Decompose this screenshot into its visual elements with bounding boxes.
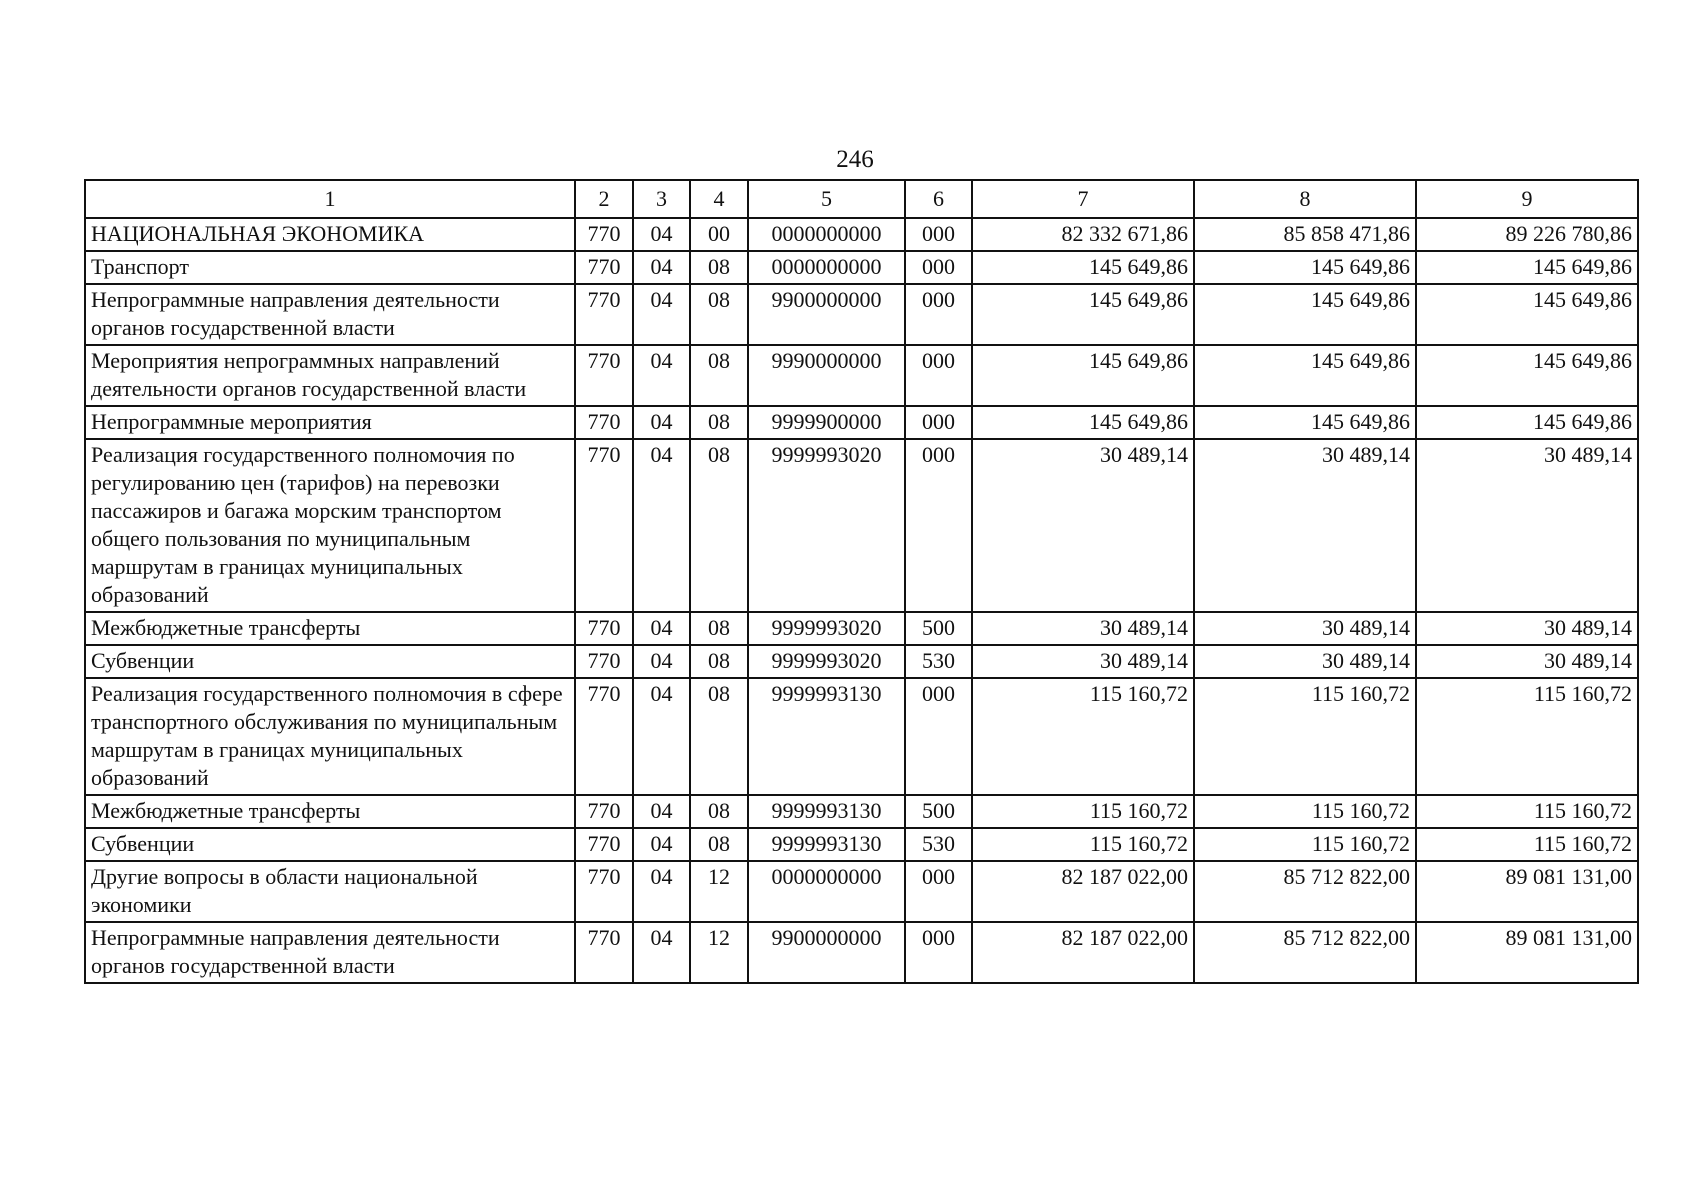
cell-code-4: 08 bbox=[690, 345, 748, 406]
cell-code-2: 770 bbox=[575, 612, 633, 645]
cell-amount-9: 30 489,14 bbox=[1416, 439, 1638, 612]
table-row bbox=[85, 861, 1638, 922]
cell-amount-8: 115 160,72 bbox=[1194, 828, 1416, 861]
cell-code-3: 04 bbox=[633, 345, 690, 406]
cell-amount-9: 115 160,72 bbox=[1416, 678, 1638, 795]
cell-amount-8: 85 858 471,86 bbox=[1194, 218, 1416, 251]
cell-code-5: 0000000000 bbox=[748, 861, 905, 922]
table-row bbox=[85, 345, 1638, 406]
header-row bbox=[85, 180, 1638, 218]
table-row bbox=[85, 284, 1638, 345]
cell-code-5: 9999993130 bbox=[748, 678, 905, 795]
table-row bbox=[85, 795, 1638, 828]
cell-amount-7: 145 649,86 bbox=[972, 251, 1194, 284]
cell-amount-7: 82 332 671,86 bbox=[972, 218, 1194, 251]
cell-code-2: 770 bbox=[575, 439, 633, 612]
column-header: 3 bbox=[633, 180, 690, 218]
cell-amount-8: 145 649,86 bbox=[1194, 345, 1416, 406]
cell-code-3: 04 bbox=[633, 861, 690, 922]
cell-code-3: 04 bbox=[633, 645, 690, 678]
cell-code-3: 04 bbox=[633, 828, 690, 861]
cell-code-2: 770 bbox=[575, 406, 633, 439]
cell-code-3: 04 bbox=[633, 922, 690, 983]
cell-code-5: 9999993130 bbox=[748, 795, 905, 828]
cell-amount-9: 30 489,14 bbox=[1416, 645, 1638, 678]
cell-amount-9: 89 226 780,86 bbox=[1416, 218, 1638, 251]
cell-code-4: 08 bbox=[690, 678, 748, 795]
column-header: 4 bbox=[690, 180, 748, 218]
cell-amount-7: 145 649,86 bbox=[972, 345, 1194, 406]
cell-code-6: 000 bbox=[905, 922, 972, 983]
cell-code-5: 9900000000 bbox=[748, 922, 905, 983]
cell-code-5: 0000000000 bbox=[748, 218, 905, 251]
cell-code-5: 9900000000 bbox=[748, 284, 905, 345]
cell-code-4: 12 bbox=[690, 922, 748, 983]
row-name: Межбюджетные трансферты bbox=[85, 612, 575, 645]
cell-code-4: 08 bbox=[690, 828, 748, 861]
cell-code-2: 770 bbox=[575, 828, 633, 861]
cell-amount-9: 30 489,14 bbox=[1416, 612, 1638, 645]
cell-code-3: 04 bbox=[633, 251, 690, 284]
cell-code-6: 000 bbox=[905, 406, 972, 439]
cell-code-6: 530 bbox=[905, 828, 972, 861]
table-row bbox=[85, 439, 1638, 612]
cell-amount-7: 30 489,14 bbox=[972, 439, 1194, 612]
budget-table bbox=[84, 179, 1639, 984]
cell-code-3: 04 bbox=[633, 439, 690, 612]
cell-amount-7: 115 160,72 bbox=[972, 678, 1194, 795]
cell-code-6: 530 bbox=[905, 645, 972, 678]
cell-code-3: 04 bbox=[633, 795, 690, 828]
cell-amount-8: 115 160,72 bbox=[1194, 678, 1416, 795]
cell-amount-9: 89 081 131,00 bbox=[1416, 861, 1638, 922]
cell-code-4: 08 bbox=[690, 795, 748, 828]
cell-code-2: 770 bbox=[575, 678, 633, 795]
column-header: 2 bbox=[575, 180, 633, 218]
row-name: НАЦИОНАЛЬНАЯ ЭКОНОМИКА bbox=[85, 218, 575, 251]
table-row bbox=[85, 922, 1638, 983]
column-header: 8 bbox=[1194, 180, 1416, 218]
cell-code-3: 04 bbox=[633, 678, 690, 795]
cell-amount-7: 145 649,86 bbox=[972, 284, 1194, 345]
cell-amount-7: 30 489,14 bbox=[972, 612, 1194, 645]
cell-code-5: 9999993130 bbox=[748, 828, 905, 861]
cell-amount-8: 145 649,86 bbox=[1194, 406, 1416, 439]
cell-code-5: 9999993020 bbox=[748, 645, 905, 678]
table-row bbox=[85, 645, 1638, 678]
cell-code-3: 04 bbox=[633, 612, 690, 645]
cell-code-4: 08 bbox=[690, 251, 748, 284]
cell-amount-9: 145 649,86 bbox=[1416, 345, 1638, 406]
row-name: Субвенции bbox=[85, 645, 575, 678]
table-row bbox=[85, 828, 1638, 861]
row-name: Транспорт bbox=[85, 251, 575, 284]
column-header: 5 bbox=[748, 180, 905, 218]
column-header: 6 bbox=[905, 180, 972, 218]
cell-code-4: 12 bbox=[690, 861, 748, 922]
cell-code-2: 770 bbox=[575, 251, 633, 284]
cell-code-6: 000 bbox=[905, 345, 972, 406]
cell-code-5: 9990000000 bbox=[748, 345, 905, 406]
cell-code-6: 500 bbox=[905, 795, 972, 828]
column-header: 1 bbox=[85, 180, 575, 218]
cell-code-3: 04 bbox=[633, 218, 690, 251]
cell-amount-8: 145 649,86 bbox=[1194, 284, 1416, 345]
cell-code-6: 000 bbox=[905, 439, 972, 612]
row-name: Межбюджетные трансферты bbox=[85, 795, 575, 828]
table-row bbox=[85, 612, 1638, 645]
row-name: Непрограммные направления деятельности органов государственной власти bbox=[85, 922, 575, 983]
cell-code-4: 08 bbox=[690, 284, 748, 345]
cell-code-5: 0000000000 bbox=[748, 251, 905, 284]
cell-amount-9: 115 160,72 bbox=[1416, 828, 1638, 861]
cell-code-2: 770 bbox=[575, 284, 633, 345]
cell-code-2: 770 bbox=[575, 645, 633, 678]
cell-code-6: 000 bbox=[905, 251, 972, 284]
cell-code-6: 000 bbox=[905, 218, 972, 251]
cell-amount-8: 30 489,14 bbox=[1194, 645, 1416, 678]
cell-code-6: 000 bbox=[905, 678, 972, 795]
cell-code-6: 000 bbox=[905, 861, 972, 922]
cell-amount-9: 89 081 131,00 bbox=[1416, 922, 1638, 983]
table-row bbox=[85, 218, 1638, 251]
cell-code-2: 770 bbox=[575, 345, 633, 406]
row-name: Непрограммные мероприятия bbox=[85, 406, 575, 439]
row-name: Другие вопросы в области национальной экономики bbox=[85, 861, 575, 922]
row-name: Непрограммные направления деятельности органов государственной власти bbox=[85, 284, 575, 345]
table-row bbox=[85, 251, 1638, 284]
cell-code-6: 000 bbox=[905, 284, 972, 345]
column-header: 9 bbox=[1416, 180, 1638, 218]
cell-code-4: 08 bbox=[690, 612, 748, 645]
cell-amount-9: 145 649,86 bbox=[1416, 251, 1638, 284]
cell-code-2: 770 bbox=[575, 861, 633, 922]
cell-code-5: 9999900000 bbox=[748, 406, 905, 439]
cell-code-5: 9999993020 bbox=[748, 612, 905, 645]
column-header: 7 bbox=[972, 180, 1194, 218]
cell-amount-7: 82 187 022,00 bbox=[972, 922, 1194, 983]
cell-code-3: 04 bbox=[633, 406, 690, 439]
cell-amount-8: 30 489,14 bbox=[1194, 612, 1416, 645]
cell-amount-9: 115 160,72 bbox=[1416, 795, 1638, 828]
cell-code-6: 500 bbox=[905, 612, 972, 645]
cell-amount-9: 145 649,86 bbox=[1416, 406, 1638, 439]
row-name: Реализация государственного полномочия в сфере транспортного обслуживания по муниципальным маршрутам в границах муниципальных образований bbox=[85, 678, 575, 795]
cell-code-3: 04 bbox=[633, 284, 690, 345]
cell-amount-9: 145 649,86 bbox=[1416, 284, 1638, 345]
cell-code-2: 770 bbox=[575, 922, 633, 983]
cell-amount-8: 115 160,72 bbox=[1194, 795, 1416, 828]
cell-code-2: 770 bbox=[575, 795, 633, 828]
cell-amount-8: 85 712 822,00 bbox=[1194, 922, 1416, 983]
cell-amount-7: 30 489,14 bbox=[972, 645, 1194, 678]
row-name: Реализация государственного полномочия по регулированию цен (тарифов) на перевозки пассажиров и багажа морским транспортом общего пользования по муниципальным маршрутам в границах муниципальных образований bbox=[85, 439, 575, 612]
cell-code-4: 08 bbox=[690, 645, 748, 678]
cell-code-4: 08 bbox=[690, 439, 748, 612]
cell-code-5: 9999993020 bbox=[748, 439, 905, 612]
cell-amount-7: 115 160,72 bbox=[972, 828, 1194, 861]
cell-amount-7: 82 187 022,00 bbox=[972, 861, 1194, 922]
cell-code-4: 00 bbox=[690, 218, 748, 251]
cell-code-4: 08 bbox=[690, 406, 748, 439]
table-row bbox=[85, 406, 1638, 439]
table-row bbox=[85, 678, 1638, 795]
cell-amount-7: 115 160,72 bbox=[972, 795, 1194, 828]
cell-code-2: 770 bbox=[575, 218, 633, 251]
row-name: Субвенции bbox=[85, 828, 575, 861]
cell-amount-8: 85 712 822,00 bbox=[1194, 861, 1416, 922]
row-name: Мероприятия непрограммных направлений деятельности органов государственной власти bbox=[85, 345, 575, 406]
cell-amount-8: 145 649,86 bbox=[1194, 251, 1416, 284]
page-number: 246 bbox=[836, 146, 874, 173]
cell-amount-8: 30 489,14 bbox=[1194, 439, 1416, 612]
cell-amount-7: 145 649,86 bbox=[972, 406, 1194, 439]
